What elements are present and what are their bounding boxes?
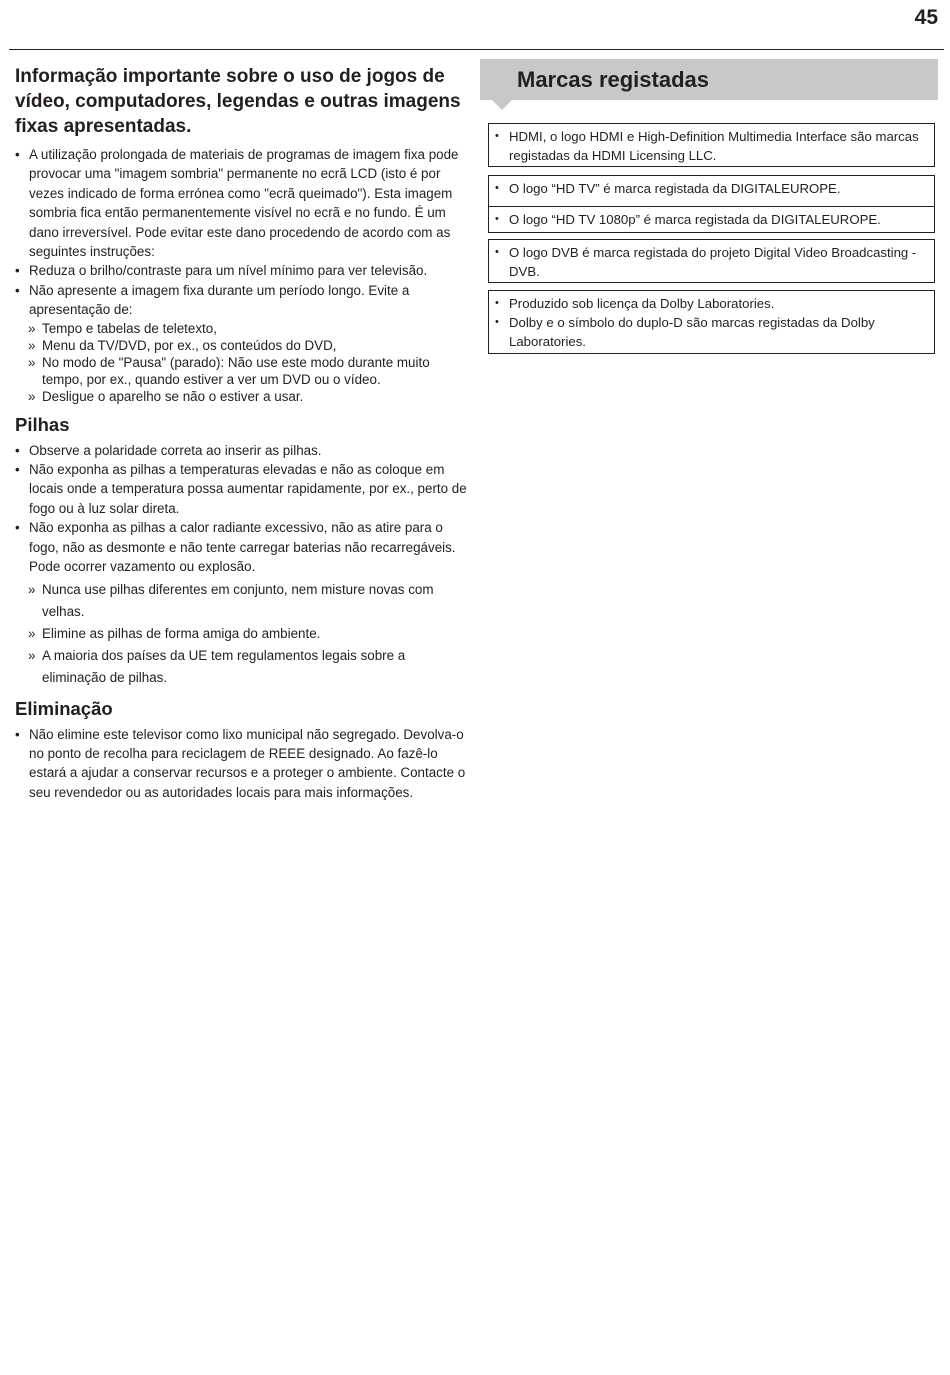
banner-pointer (492, 100, 512, 110)
sub-list-item: » No modo de "Pausa" (parado): Não use este modo durante muito tempo, por ex., quando estiver a ver um DVD ou o vídeo. (15, 354, 470, 388)
header-divider (9, 49, 944, 50)
trademark-item: • Produzido sob licença da Dolby Laboratories. (495, 294, 928, 313)
left-column (15, 64, 470, 802)
trademark-box-hdmi (488, 123, 935, 167)
list-item: • Observe a polaridade correta ao inserir as pilhas. (15, 441, 470, 460)
section-title-pilhas: Pilhas (15, 413, 70, 435)
trademark-box-dolby (488, 290, 935, 354)
sub-list-item: » Tempo e tabelas de teletexto, (15, 320, 470, 337)
trademark-item: • Dolby e o símbolo do duplo-D são marcas registadas da Dolby Laboratories. (495, 313, 928, 351)
trademarks-title: Marcas registadas (517, 67, 709, 92)
still-images-list (15, 145, 470, 405)
trademark-item: • O logo DVB é marca registada do projeto Digital Video Broadcasting - DVB. (495, 243, 928, 281)
pilhas-sublist (15, 579, 470, 689)
sub-list-item: » A maioria dos países da UE tem regulamentos legais sobre a eliminação de pilhas. (15, 645, 470, 689)
list-item: • Não elimine este televisor como lixo municipal não segregado. Devolva-o no ponto de recolha para reciclagem de REEE designado. Ao fazê-lo estará a ajudar a conservar recursos e a proteger o ambiente. Contacte o seu revendedor ou as autoridades locais para mais informações. (15, 725, 470, 803)
trademark-box-dvb (488, 239, 935, 283)
right-column (480, 59, 938, 349)
list-item: • A utilização prolongada de materiais de programas de imagem fixa pode provocar uma "imagem sombria" permanente no ecrã LCD (isto é por vezes indicado de forma errónea como "ecrã queimado"). Esta imagem sombria fica então permanentemente visível no ecrã e no fundo. É um dano irreversível. Pode evitar este dano procedendo de acordo com as seguintes instruções: (15, 145, 470, 261)
list-item: • Reduza o brilho/contraste para um nível mínimo para ver televisão. (15, 261, 470, 280)
page-number: 45 (914, 6, 938, 29)
trademark-item: • O logo “HD TV 1080p” é marca registada da DIGITALEUROPE. (495, 210, 928, 229)
trademark-list (495, 210, 928, 229)
sub-list-item: » Menu da TV/DVD, por ex., os conteúdos do DVD, (15, 337, 470, 354)
list-item: • Não exponha as pilhas a calor radiante excessivo, não as atire para o fogo, não as desmonte e não tente carregar baterias não recarregáveis. Pode ocorrer vazamento ou explosão. (15, 518, 470, 576)
pilhas-list (15, 441, 470, 577)
list-item (15, 281, 470, 405)
trademark-box-hdtv-1080p (488, 206, 935, 233)
sub-list-item: » Elimine as pilhas de forma amiga do ambiente. (15, 623, 470, 645)
trademarks-banner (480, 59, 938, 100)
trademark-item: • O logo “HD TV” é marca registada da DIGITALEUROPE. (495, 179, 928, 198)
section-title-still-images: Informação importante sobre o uso de jogos de vídeo, computadores, legendas e outras imagens fixas apresentadas. (15, 66, 461, 137)
trademark-list (495, 127, 928, 165)
trademark-list (495, 243, 928, 281)
trademark-item: • HDMI, o logo HDMI e High-Definition Multimedia Interface são marcas registadas da HDMI Licensing LLC. (495, 127, 928, 165)
sub-list-item: » Desligue o aparelho se não o estiver a usar. (15, 388, 470, 405)
eliminacao-list (15, 725, 470, 803)
section-title-eliminacao: Eliminação (15, 697, 113, 719)
still-images-sublist (15, 320, 470, 405)
sub-list-item: » Nunca use pilhas diferentes em conjunto, nem misture novas com velhas. (15, 579, 470, 623)
trademark-list (495, 294, 928, 351)
list-item: • Não exponha as pilhas a temperaturas elevadas e não as coloque em locais onde a temperatura possa aumentar rapidamente, por ex., perto de fogo ou à luz solar direta. (15, 460, 470, 518)
trademark-list (495, 179, 928, 198)
list-item-text: Não apresente a imagem fixa durante um período longo. Evite a apresentação de: (29, 282, 410, 318)
